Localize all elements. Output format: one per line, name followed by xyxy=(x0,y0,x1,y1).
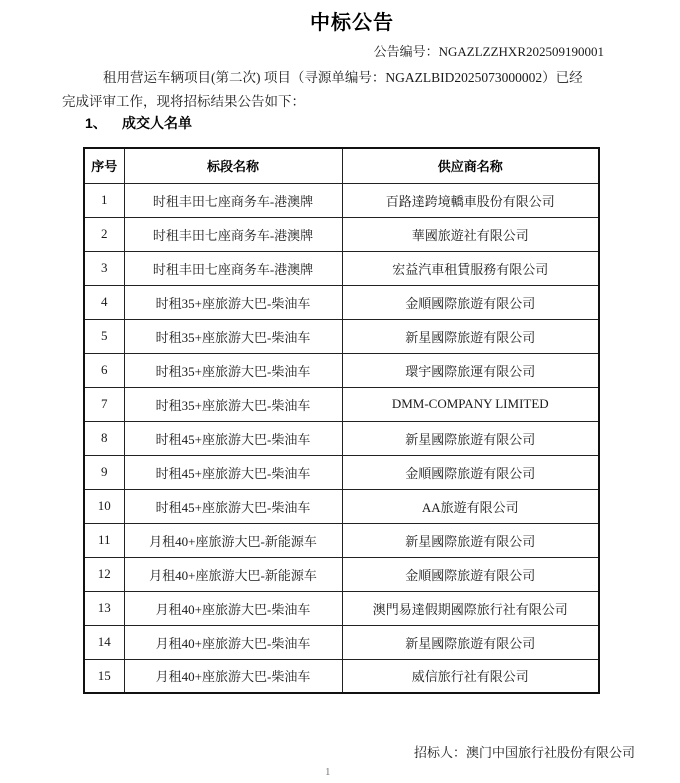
cell-lot-name: 月租40+座旅游大巴-柴油车 xyxy=(124,591,342,625)
cell-lot-name: 月租40+座旅游大巴-柴油车 xyxy=(124,659,342,693)
intro-paragraph-line-1: 租用营运车辆项目(第二次) 项目（寻源单编号：NGAZLBID2025073000002）已经 xyxy=(103,70,583,85)
section-title: 成交人名单 xyxy=(122,115,192,131)
cell-supplier-name: 宏益汽車租賃服務有限公司 xyxy=(342,251,599,285)
table-row xyxy=(84,353,599,387)
intro-paragraph-line-2: 完成评审工作，现将招标结果公告如下： xyxy=(62,94,305,109)
cell-supplier-name: 金順國際旅遊有限公司 xyxy=(342,455,599,489)
cell-supplier-name: 威信旅行社有限公司 xyxy=(342,659,599,693)
cell-supplier-name: 新星國際旅遊有限公司 xyxy=(342,421,599,455)
table-row xyxy=(84,319,599,353)
cell-lot-name: 时租35+座旅游大巴-柴油车 xyxy=(124,387,342,421)
cell-lot-name: 时租45+座旅游大巴-柴油车 xyxy=(124,455,342,489)
tenderer-label: 招标人： xyxy=(413,745,466,760)
table-row xyxy=(84,387,599,421)
cell-serial-number: 4 xyxy=(84,285,124,319)
cell-lot-name: 时租35+座旅游大巴-柴油车 xyxy=(124,319,342,353)
table-row xyxy=(84,489,599,523)
page-number: 1 xyxy=(325,766,331,778)
section-number: 1、 xyxy=(85,115,107,131)
cell-lot-name: 月租40+座旅游大巴-柴油车 xyxy=(124,625,342,659)
table-row xyxy=(84,557,599,591)
tenderer-line xyxy=(414,742,635,761)
announcement-number-line xyxy=(374,41,604,60)
cell-serial-number: 3 xyxy=(84,251,124,285)
cell-serial-number: 1 xyxy=(84,183,124,217)
cell-serial-number: 15 xyxy=(84,659,124,693)
cell-supplier-name: 華國旅遊社有限公司 xyxy=(342,217,599,251)
cell-serial-number: 2 xyxy=(84,217,124,251)
cell-lot-name: 月租40+座旅游大巴-新能源车 xyxy=(124,557,342,591)
cell-lot-name: 时租45+座旅游大巴-柴油车 xyxy=(124,489,342,523)
table-row xyxy=(84,625,599,659)
announcement-number-value: NGAZLZZHXR202509190001 xyxy=(438,44,604,59)
cell-lot-name: 月租40+座旅游大巴-新能源车 xyxy=(124,523,342,557)
cell-serial-number: 7 xyxy=(84,387,124,421)
table-row xyxy=(84,285,599,319)
cell-supplier-name: 新星國際旅遊有限公司 xyxy=(342,523,599,557)
table-row xyxy=(84,591,599,625)
table-header-row xyxy=(84,148,599,183)
table-row xyxy=(84,421,599,455)
cell-serial-number: 8 xyxy=(84,421,124,455)
cell-lot-name: 时租丰田七座商务车-港澳牌 xyxy=(124,217,342,251)
cell-supplier-name: DMM-COMPANY LIMITED xyxy=(342,387,599,421)
cell-supplier-name: 金順國際旅遊有限公司 xyxy=(342,557,599,591)
cell-serial-number: 5 xyxy=(84,319,124,353)
announcement-number-label: 公告编号： xyxy=(373,44,439,59)
header-supplier-name: 供应商名称 xyxy=(342,148,599,183)
cell-lot-name: 时租丰田七座商务车-港澳牌 xyxy=(124,251,342,285)
cell-serial-number: 6 xyxy=(84,353,124,387)
cell-supplier-name: 百路達跨境轎車股份有限公司 xyxy=(342,183,599,217)
cell-lot-name: 时租丰田七座商务车-港澳牌 xyxy=(124,183,342,217)
cell-lot-name: 时租35+座旅游大巴-柴油车 xyxy=(124,353,342,387)
cell-serial-number: 9 xyxy=(84,455,124,489)
cell-supplier-name: 新星國際旅遊有限公司 xyxy=(342,319,599,353)
winning-bidders-table xyxy=(83,147,600,694)
cell-lot-name: 时租35+座旅游大巴-柴油车 xyxy=(124,285,342,319)
cell-supplier-name: AA旅遊有限公司 xyxy=(342,489,599,523)
table-row xyxy=(84,523,599,557)
cell-supplier-name: 新星國際旅遊有限公司 xyxy=(342,625,599,659)
section-heading xyxy=(85,113,192,133)
page-title: 中标公告 xyxy=(310,12,394,34)
tenderer-value: 澳门中国旅行社股份有限公司 xyxy=(465,745,635,760)
table-row xyxy=(84,659,599,693)
table-row xyxy=(84,183,599,217)
table-row xyxy=(84,455,599,489)
cell-serial-number: 13 xyxy=(84,591,124,625)
cell-serial-number: 11 xyxy=(84,523,124,557)
cell-serial-number: 14 xyxy=(84,625,124,659)
cell-serial-number: 10 xyxy=(84,489,124,523)
cell-lot-name: 时租45+座旅游大巴-柴油车 xyxy=(124,421,342,455)
cell-supplier-name: 環宇國際旅運有限公司 xyxy=(342,353,599,387)
cell-supplier-name: 澳門易達假期國際旅行社有限公司 xyxy=(342,591,599,625)
table-row xyxy=(84,251,599,285)
cell-serial-number: 12 xyxy=(84,557,124,591)
header-serial-number: 序号 xyxy=(84,148,124,183)
cell-supplier-name: 金順國際旅遊有限公司 xyxy=(342,285,599,319)
table-row xyxy=(84,217,599,251)
header-lot-name: 标段名称 xyxy=(124,148,342,183)
